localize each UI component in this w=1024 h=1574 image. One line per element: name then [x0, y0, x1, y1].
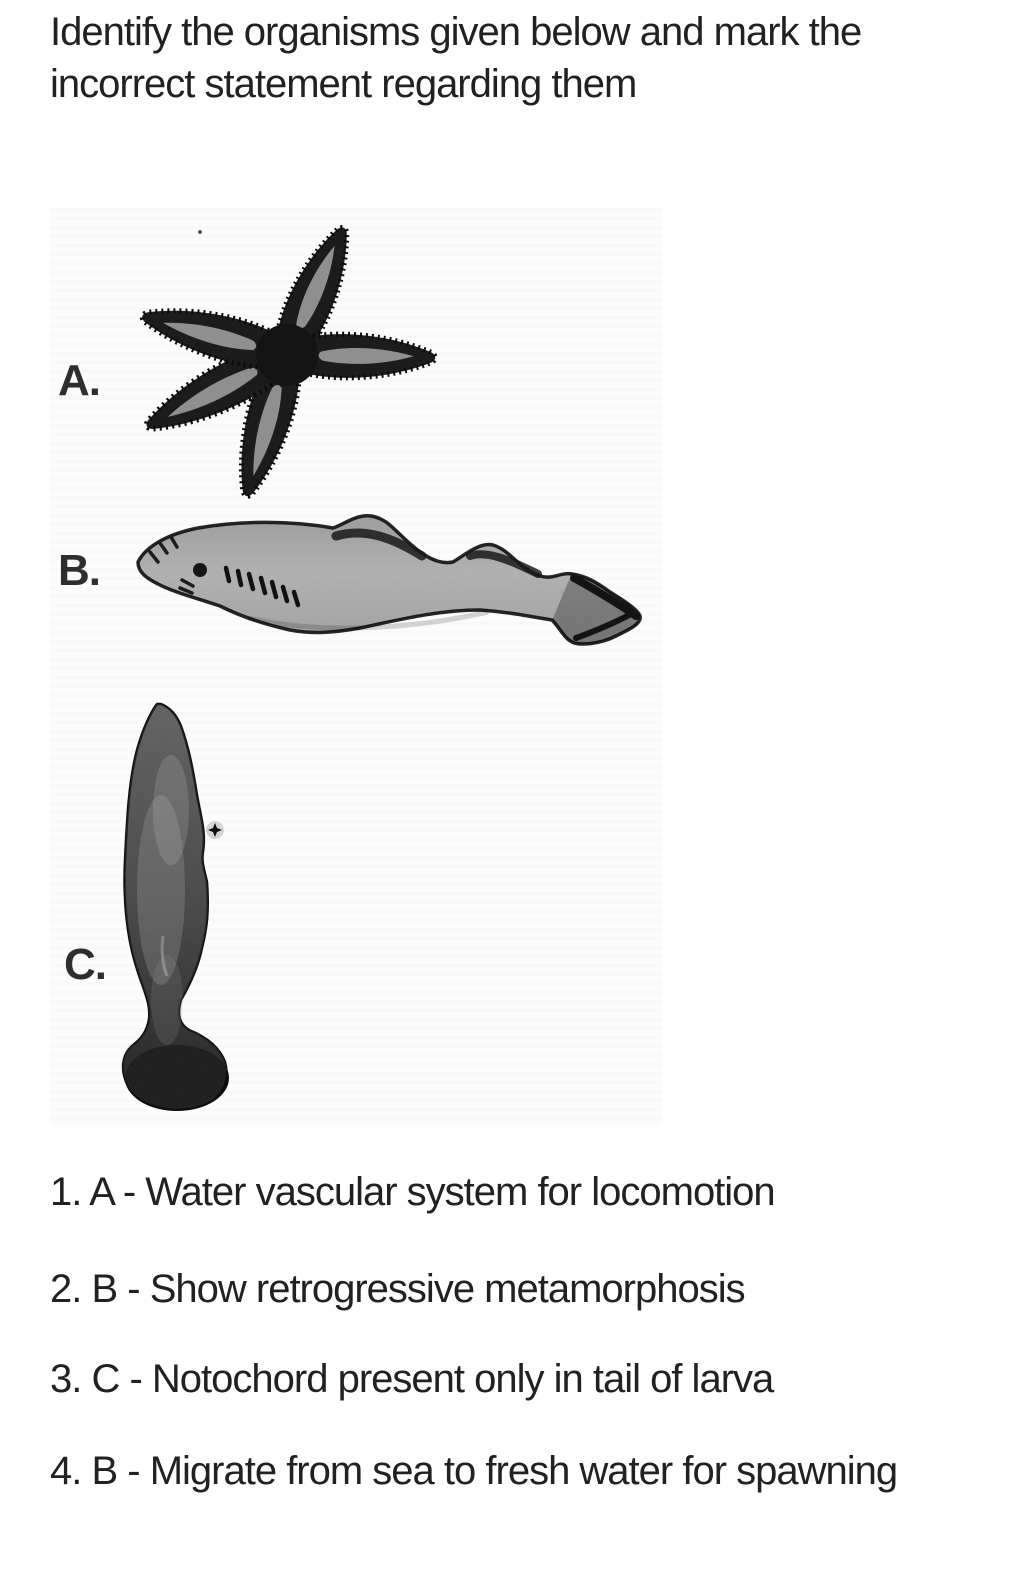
organism-b-label: B.	[58, 546, 100, 595]
organism-a-label: A.	[58, 356, 100, 405]
option-3[interactable]: 3. C - Notochord present only in tail of larva	[50, 1357, 774, 1401]
option-1[interactable]: 1. A - Water vascular system for locomotion	[50, 1170, 775, 1214]
option-4[interactable]: 4. B - Migrate from sea to fresh water for spawning	[50, 1449, 898, 1493]
option-2[interactable]: 2. B - Show retrogressive metamorphosis	[50, 1267, 745, 1311]
organism-c-label: C.	[64, 940, 106, 989]
sea-squirt-image	[118, 700, 238, 1115]
starfish-image	[132, 210, 447, 505]
question-title: Identify the organisms given below and mark the incorrect statement regarding them	[50, 10, 862, 106]
lamprey-image	[128, 512, 653, 662]
